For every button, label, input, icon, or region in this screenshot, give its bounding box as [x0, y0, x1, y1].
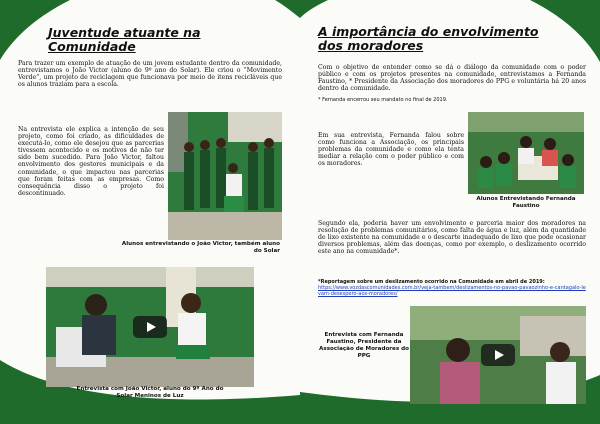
right-title-line1: A importância do envolvimento	[318, 24, 539, 39]
joao-video-play-button[interactable]	[133, 316, 167, 338]
fernanda-photo-caption: Alunos Entrevistando Fernanda Faustino	[476, 196, 576, 209]
students-photo-illustration	[168, 112, 282, 240]
joao-victor-video[interactable]	[46, 267, 254, 387]
right-interview-paragraph: Em sua entrevista, Fernanda falou sobre como funciona a Associação, os principais problemas da comunidade e como ela tenta mediar a relação com o poder público e com os moradores.	[318, 132, 464, 168]
left-interview-paragraph: Na entrevista ele explica a intenção de seu projeto, como foi criado, as dificuldades de executá-lo, como ele desejou que as parcerias tivessem acontecido e os motivos de não ter sido bem sucedido. Para João Victor, faltou envolvimento dos gestores municipais e da comunidade, o que impactou nas parcerias que foram feitas com as empresas. Como consequência disso o projeto foi descontinuado.	[18, 126, 164, 197]
fernanda-interview-photo	[468, 112, 584, 194]
left-page-title: Juventude atuante na Comunidade	[48, 25, 201, 54]
joao-video-caption: Entrevista com João Victor, aluno do 9º Ano do Solar Meninos de Luz	[76, 386, 224, 399]
left-intro-paragraph: Para trazer um exemplo de atuação de um jovem estudante dentro da comunidade, entrevistamos o João Victor (aluno do 9º ano do Solar). Ele criou o “Movimento Verde”, um projeto de reciclagem que funcionava por meio de itens recicláveis que os alunos traziam para a escola.	[18, 60, 282, 89]
fernanda-video-play-button[interactable]	[481, 344, 515, 366]
fernanda-video-caption: Entrevista com Fernanda Faustino, Presidente da Associação de Moradores do PPG	[319, 332, 409, 359]
right-problems-paragraph: Segundo ela, poderia haver um envolvimento e parceria maior dos moradores na resolução de problemas comunitários, como falta de água e luz, além da quantidade de lixo existente na comunidade e o descarte inadequado de lixo que pode ocasionar diversos problemas, além das doenças, como por exemplo, o deslizamento ocorrido este ano na comunidade*.	[318, 220, 586, 256]
students-group-photo	[168, 112, 282, 240]
right-page-title	[318, 25, 558, 53]
mandate-footnote: * Fernanda encerrou seu mandato no final de 2019.	[318, 97, 448, 103]
students-photo-caption: Alunos entrevistando o João Victor, também aluno do Solar	[121, 241, 280, 254]
right-intro-paragraph: Com o objetivo de entender como se dá o diálogo da comunidade com o poder público e com os projetos presentes na comunidade, entrevistamos a Fernanda Faustino, * Presidente da Associação dos moradores do PPG e voluntária há 20 anos dentro da comunidade.	[318, 64, 586, 93]
fernanda-photo-illustration	[468, 112, 584, 194]
report-link[interactable]: https://www.vozdascomunidades.com.br/veja-tambem/deslizamentos-no-pavao-pavaozinho-e-cantagalo-levam-desespero-aos-moradores/	[318, 285, 586, 297]
right-title-line2: dos moradores	[318, 38, 424, 53]
report-label: *Reportagem sobre um deslizamento ocorrido na Comunidade em abril de 2019:	[318, 279, 545, 285]
fernanda-video[interactable]	[410, 306, 586, 404]
right-page	[300, 0, 600, 424]
